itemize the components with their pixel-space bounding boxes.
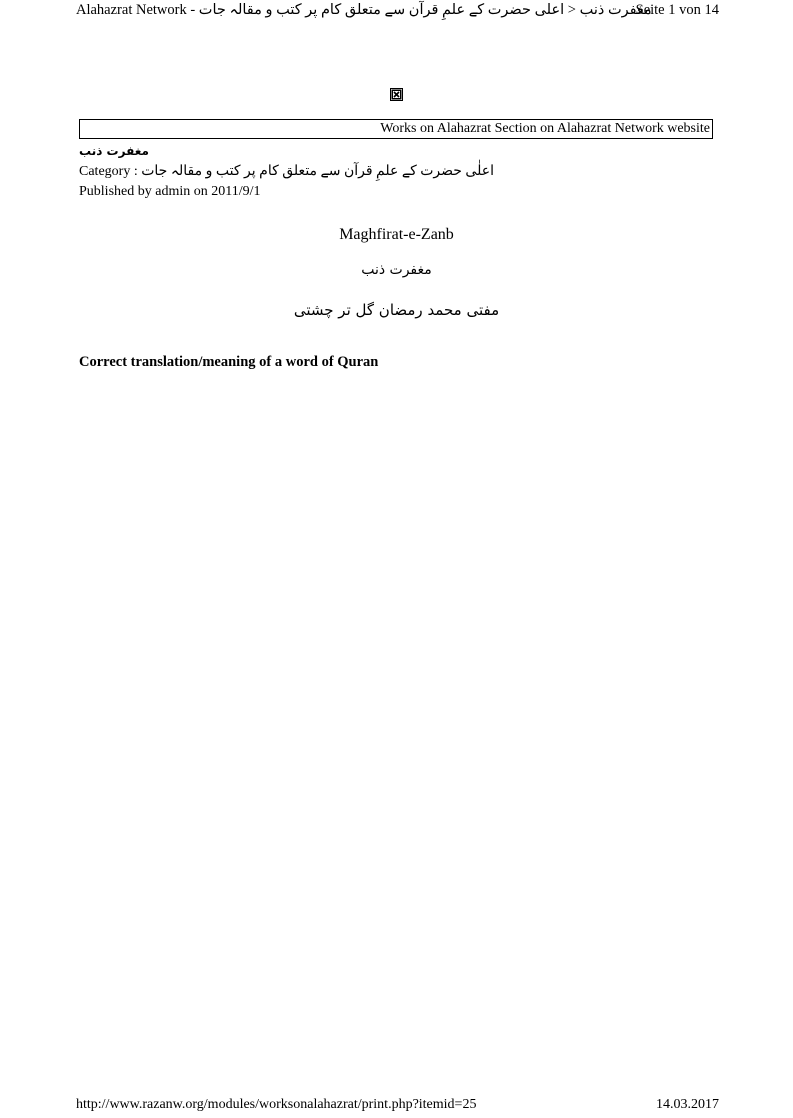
- published-line: Published by admin on 2011/9/1: [79, 184, 261, 199]
- article-author: مفتی محمد رمضان گل تر چشتی: [293, 301, 500, 319]
- category-line: Category : اعلٰی حضرت کے علمِ قرآن سے متعلق کام پر کتب و مقالہ جات: [79, 164, 494, 179]
- footer-url: http://www.razanw.org/modules/worksonalahazrat/print.php?itemid=25: [76, 1097, 477, 1112]
- page-header-title: Alahazrat Network - مغفرت ذنب < اعلی حضرت کے علمِ قرآن سے متعلق کام پر کتب و مقالہ جات: [76, 2, 652, 18]
- item-title: مغفرت ذنب: [79, 144, 149, 158]
- page-indicator: Seite 1 von 14: [635, 2, 719, 18]
- article-title-english: Maghfirat-e-Zanb: [339, 226, 454, 243]
- broken-image-icon: [390, 88, 403, 101]
- article-subheading: Correct translation/meaning of a word of Quran: [79, 354, 379, 370]
- article-title-urdu: مغفرت ذنب: [361, 262, 432, 278]
- footer-date: 14.03.2017: [656, 1097, 719, 1112]
- section-banner: Works on Alahazrat Section on Alahazrat Network website: [79, 119, 713, 139]
